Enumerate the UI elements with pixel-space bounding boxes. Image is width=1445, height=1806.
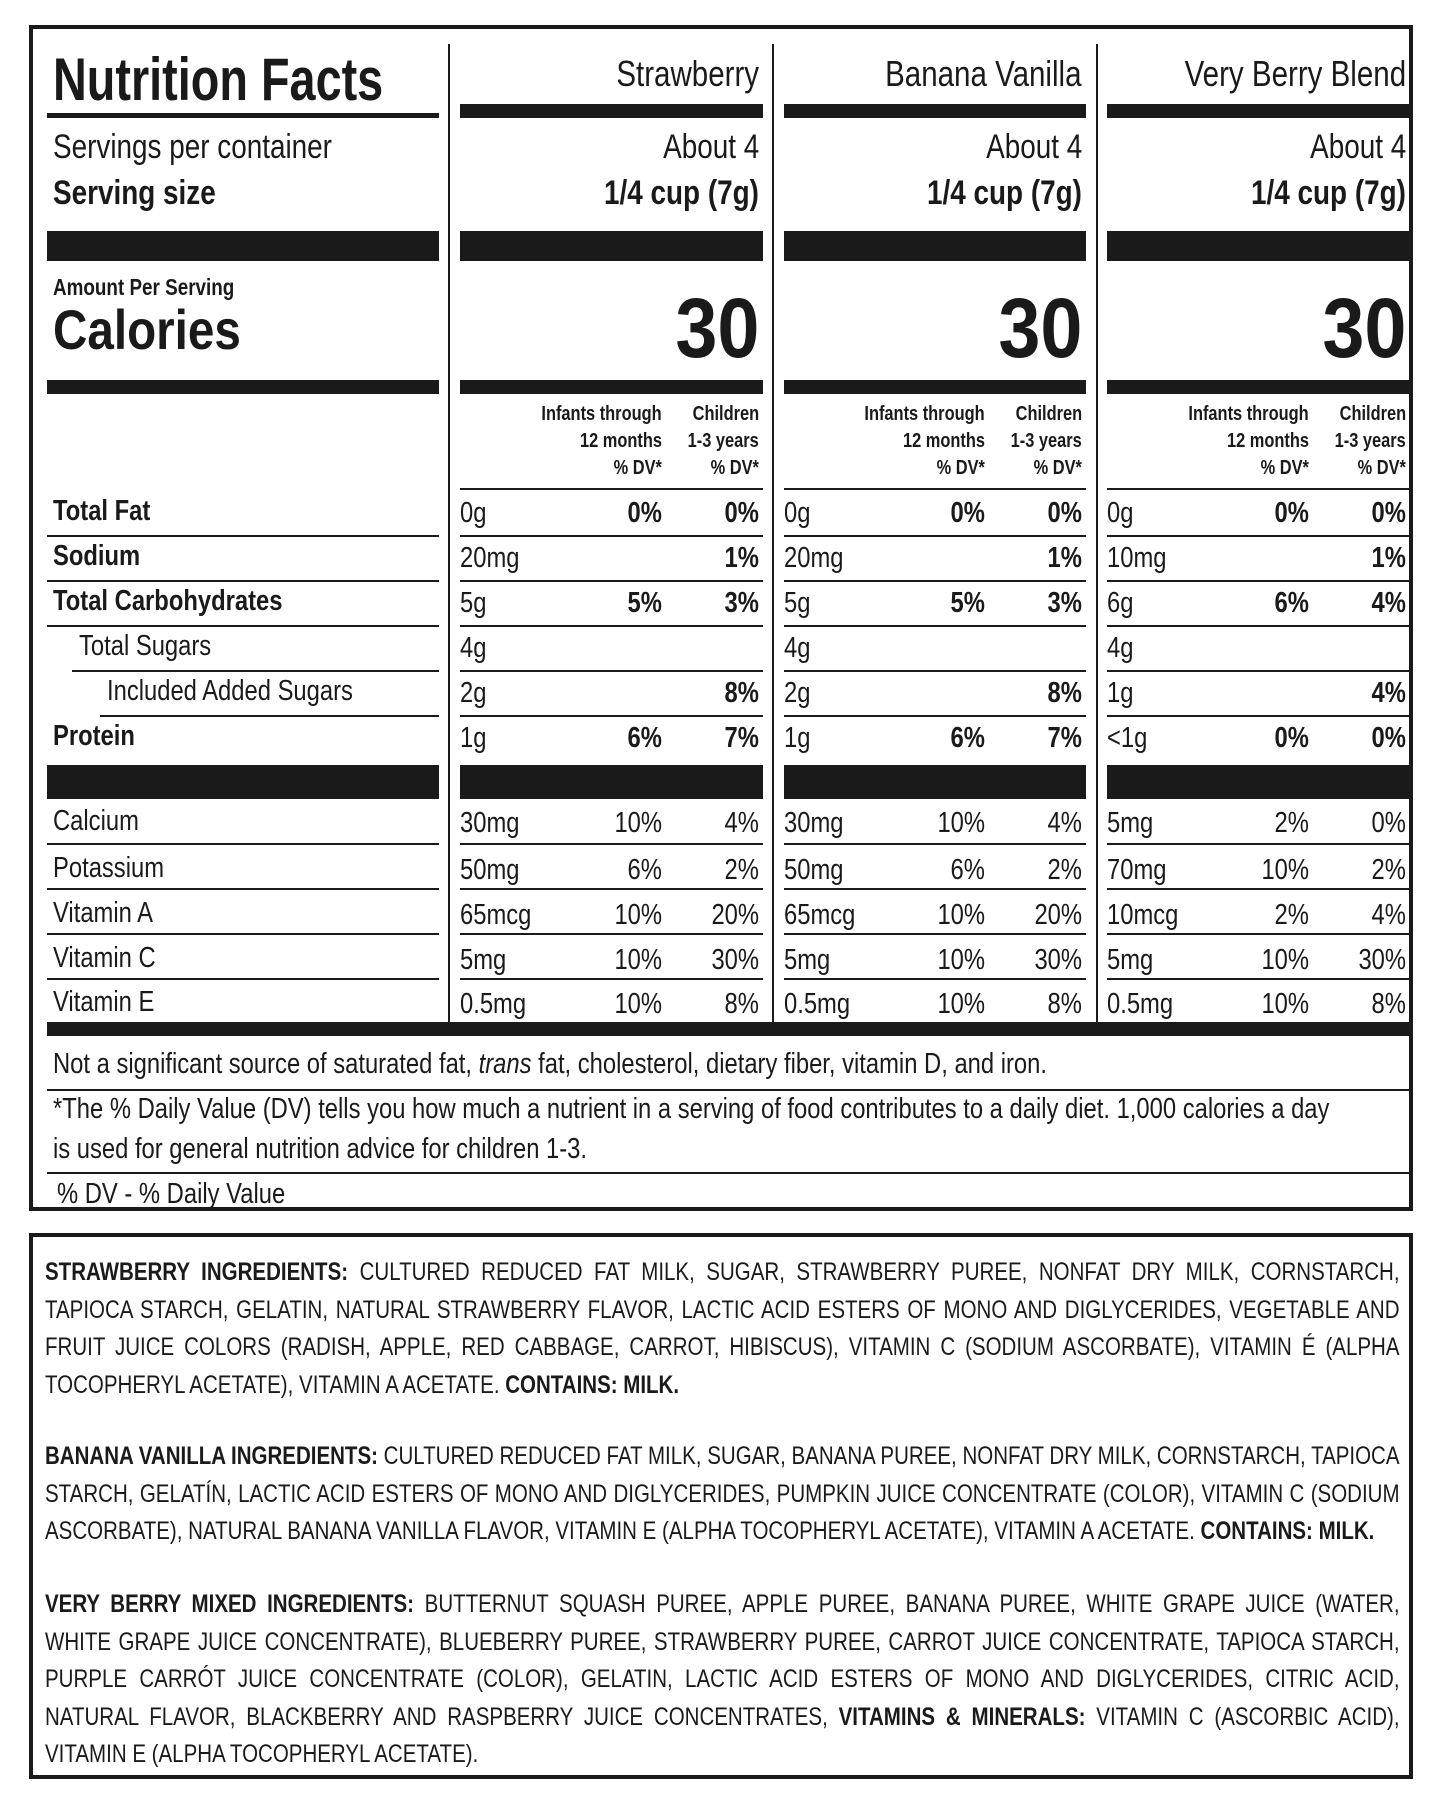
mineral-dv-infant: 2% [1274,899,1309,931]
dv-footnote-line: is used for general nutrition advice for children 1-3. [53,1133,588,1165]
mineral-amount: 30mg [784,807,844,839]
row-divider [784,933,1086,935]
row-divider [784,715,1086,717]
nutrient-amount: 6g [1107,587,1134,619]
mineral-dv-infant: 10% [937,944,985,976]
ingredients-list: VITAMIN C (ASCORBIC ACID), VITAMIN E (ALPHA TOCOPHERYL ACETATE). [45,1702,1400,1768]
calories-bar [47,380,439,394]
dv-header-children: % DV* [710,457,759,479]
mineral-dv-child: 8% [1371,988,1406,1020]
ingredients-list: CULTURED REDUCED FAT MILK, SUGAR, BANANA PUREE, NONFAT DRY MILK, CORNSTARCH, TAPIOCA STARCH, GELATÍN, LACTIC ACID ESTERS OF MONO AND DIGLYCERIDES, PUMPKIN JUICE CONCENTRATE (COLOR), VITAMIN C (SODIUM ASCORBATE), NATURAL BANANA VANILLA FLAVOR, VITAMIN E (ALPHA TOCOPHERYL ACETATE), VITAMIN A ACETATE. [45,1442,1400,1545]
row-divider [47,978,439,980]
nutrient-dv-child: 3% [724,587,759,619]
calories-value: 30 [674,281,759,375]
nutrient-dv-child: 7% [1047,722,1082,754]
column-divider [448,44,450,1032]
mineral-label: Potassium [53,852,165,884]
dv-header-children: Children [692,403,759,425]
ingredients-heading: BANANA VANILLA INGREDIENTS: [45,1442,378,1470]
flavor-name: Strawberry [616,53,759,94]
mineral-dv-child: 30% [1034,944,1082,976]
dv-header-rule [1107,488,1410,490]
mineral-dv-child: 30% [711,944,759,976]
mineral-amount: 50mg [460,854,520,886]
mineral-amount: 30mg [460,807,520,839]
row-divider [47,843,439,845]
nutrient-amount: 4g [1107,632,1134,664]
mineral-dv-child: 4% [1371,899,1406,931]
row-divider [1107,978,1410,980]
mineral-dv-child: 20% [711,899,759,931]
column-divider [1096,44,1098,1032]
mineral-dv-child: 20% [1034,899,1082,931]
mineral-amount: 65mcg [784,899,856,931]
row-divider [460,535,763,537]
serving-size-value: 1/4 cup (7g) [604,174,759,212]
mineral-amount: 70mg [1107,854,1167,886]
row-divider [1107,625,1410,627]
ingredients-heading: VERY BERRY MIXED INGREDIENTS: [45,1590,415,1618]
row-divider [100,715,439,717]
mineral-label: Vitamin C [53,942,156,974]
mineral-dv-infant: 10% [614,988,662,1020]
calories-value: 30 [1321,281,1406,375]
nutrient-amount: 5g [460,587,487,619]
mineral-label: Calcium [53,805,139,837]
nutrient-dv-child: 0% [1047,497,1082,529]
dv-abbreviation: % DV - % Daily Value [57,1178,286,1210]
mineral-dv-child: 2% [1047,854,1082,886]
nutrient-label: Protein [53,720,135,752]
nutrient-dv-child: 8% [1047,677,1082,709]
thick-bar-top [460,231,763,261]
ingredients-text [45,1254,1400,1404]
thick-bar-mid [460,765,763,799]
mineral-dv-child: 2% [724,854,759,886]
mineral-amount: 50mg [784,854,844,886]
row-divider [784,580,1086,582]
mineral-dv-infant: 10% [614,899,662,931]
mineral-dv-infant: 10% [937,807,985,839]
nutrient-dv-infant: 5% [627,587,662,619]
dv-header-infants: % DV* [936,457,985,479]
dv-header-children: % DV* [1357,457,1406,479]
nutrient-amount: 5g [784,587,811,619]
row-divider [784,625,1086,627]
mineral-dv-child: 8% [1047,988,1082,1020]
row-divider [1107,843,1410,845]
serving-size-label: Serving size [53,174,216,212]
nutrient-dv-infant: 0% [950,497,985,529]
nutrient-amount: 1g [460,722,487,754]
thick-bar-top [784,231,1086,261]
nutrient-amount: 20mg [460,542,520,574]
row-divider [784,843,1086,845]
nutrient-dv-child: 1% [1371,542,1406,574]
nutrient-label: Total Sugars [79,630,212,662]
not-significant-text [53,1050,1047,1079]
dv-header-children: Children [1015,403,1082,425]
mineral-dv-infant: 10% [1261,988,1309,1020]
calories-bar [460,380,763,394]
row-divider [784,670,1086,672]
column-divider [772,44,774,1032]
dv-header-rule [460,488,763,490]
dv-header-infants: 12 months [579,430,662,452]
nutrient-dv-infant: 6% [627,722,662,754]
dv-header-infants: Infants through [864,403,985,425]
panel-title: Nutrition Facts [53,46,384,113]
dv-header-infants: Infants through [1188,403,1309,425]
row-divider [1107,535,1410,537]
ingredients-heading: CONTAINS: MILK. [1200,1517,1375,1545]
ingredients-text [45,1438,1400,1551]
flavor-name: Very Berry Blend [1184,53,1406,94]
nutrient-amount: 0g [1107,497,1134,529]
mineral-dv-child: 8% [724,988,759,1020]
column-header-bar [1107,104,1410,118]
mineral-dv-child: 4% [1047,807,1082,839]
mineral-dv-infant: 6% [950,854,985,886]
calories-bar [784,380,1086,394]
mineral-dv-infant: 10% [937,899,985,931]
not-significant-note [53,1050,1265,1079]
row-divider [47,625,439,627]
mineral-amount: 5mg [784,944,831,976]
amount-per-serving-label: Amount Per Serving [53,274,235,300]
note-part: fat, cholesterol, dietary fiber, vitamin D, and iron. [531,1048,1047,1080]
note-part: Not a significant source of saturated fat, [53,1048,479,1080]
mineral-amount: 0.5mg [460,988,527,1020]
title-rule [47,113,439,118]
footnote-rule [47,1172,1410,1174]
nutrient-dv-infant: 0% [1274,722,1309,754]
dv-header-children: % DV* [1033,457,1082,479]
footnote-rule [47,1089,1410,1091]
nutrient-label: Total Fat [53,495,151,527]
nutrient-amount: 4g [784,632,811,664]
nutrient-amount: <1g [1107,722,1148,754]
dv-header-children: 1-3 years [1010,430,1082,452]
mineral-dv-child: 30% [1358,944,1406,976]
row-divider [460,978,763,980]
nutrient-amount: 1g [784,722,811,754]
thick-bar-mid [47,765,439,799]
dv-header-children: 1-3 years [1334,430,1406,452]
mineral-dv-infant: 10% [937,988,985,1020]
nutrient-dv-infant: 0% [627,497,662,529]
row-divider [1107,715,1410,717]
row-divider [460,888,763,890]
strawberry-ingredients [45,1254,1399,1404]
nutrient-amount: 10mg [1107,542,1167,574]
mineral-amount: 65mcg [460,899,532,931]
serving-size-value: 1/4 cup (7g) [927,174,1082,212]
note-italic: trans [478,1048,532,1080]
serving-size-value: 1/4 cup (7g) [1251,174,1406,212]
nutrient-dv-infant: 6% [950,722,985,754]
dv-header-infants: % DV* [1260,457,1309,479]
row-divider [460,933,763,935]
thick-bar-top [1107,231,1410,261]
ingredients-text [45,1586,1400,1774]
nutrient-amount: 0g [460,497,487,529]
row-divider [1107,670,1410,672]
mineral-label: Vitamin A [53,897,154,929]
ingredients-heading: CONTAINS: MILK. [505,1370,680,1399]
nutrient-amount: 0g [784,497,811,529]
row-divider [460,625,763,627]
row-divider [1107,888,1410,890]
mineral-amount: 0.5mg [1107,988,1174,1020]
nutrient-dv-child: 4% [1371,677,1406,709]
ingredients-heading: STRAWBERRY INGREDIENTS: [45,1258,349,1286]
row-divider [1107,933,1410,935]
mineral-amount: 5mg [1107,944,1154,976]
nutrient-dv-child: 8% [724,677,759,709]
nutrient-label: Sodium [53,540,141,572]
mineral-dv-infant: 10% [614,807,662,839]
nutrient-dv-infant: 0% [1274,497,1309,529]
nutrient-dv-child: 0% [1371,722,1406,754]
mineral-dv-child: 2% [1371,854,1406,886]
column-header-bar [460,104,763,118]
nutrient-dv-child: 3% [1047,587,1082,619]
calories-bar [1107,380,1410,394]
ingredients-heading: VITAMINS & MINERALS: [838,1702,1086,1731]
nutrient-label: Total Carbohydrates [53,585,283,617]
mineral-amount: 10mcg [1107,899,1179,931]
nutrient-amount: 20mg [784,542,844,574]
nutrient-dv-child: 1% [1047,542,1082,574]
mineral-dv-infant: 10% [1261,944,1309,976]
dv-header-infants: Infants through [541,403,662,425]
mineral-amount: 0.5mg [784,988,851,1020]
nutrient-label: Included Added Sugars [107,675,353,707]
dv-header-infants: 12 months [1226,430,1309,452]
servings-label: Servings per container [53,128,332,166]
nutrition-facts-panel [29,25,1413,1211]
row-divider [460,715,763,717]
nutrient-dv-infant: 6% [1274,587,1309,619]
nutrient-amount: 1g [1107,677,1134,709]
nutrient-dv-child: 1% [724,542,759,574]
servings-value: About 4 [662,128,759,166]
mineral-dv-child: 4% [724,807,759,839]
dv-header-children: 1-3 years [687,430,759,452]
thick-bar-mid [1107,765,1410,799]
row-divider [47,888,439,890]
mineral-amount: 5mg [1107,807,1154,839]
dv-footnote-line: *The % Daily Value (DV) tells you how much a nutrient in a serving of food contributes to a daily diet. 1,000 calories a day [53,1093,1330,1125]
mineral-dv-infant: 10% [1261,854,1309,886]
row-divider [72,670,439,672]
nutrient-dv-child: 0% [1371,497,1406,529]
mineral-label: Vitamin E [53,986,155,1018]
row-divider [460,843,763,845]
column-header-bar [784,104,1086,118]
thick-bar-mid [784,765,1086,799]
mineral-amount: 5mg [460,944,507,976]
row-divider [47,535,439,537]
ingredients-list: BUTTERNUT SQUASH PUREE, APPLE PUREE, BANANA PUREE, WHITE GRAPE JUICE (WATER, WHITE GRAPE JUICE CONCENTRATE), BLUEBERRY PUREE, STRAWBERRY PUREE, CARROT JUICE CONCENTRATE, TAPIOCA STARCH, PURPLE CARRÓT JUICE CONCENTRATE (COLOR), GELATIN, LACTIC ACID ESTERS OF MONO AND DIGLYCERIDES, CITRIC ACID, NATURAL FLAVOR, BLACKBERRY AND RASPBERRY JUICE CONCENTRATES, [45,1590,1400,1731]
row-divider [47,580,439,582]
row-divider [784,535,1086,537]
nutrient-dv-child: 4% [1371,587,1406,619]
servings-value: About 4 [1309,128,1406,166]
calories-value: 30 [997,281,1082,375]
nutrient-amount: 2g [784,677,811,709]
flavor-name: Banana Vanilla [885,53,1082,94]
nutrient-dv-child: 0% [724,497,759,529]
nutrient-amount: 4g [460,632,487,664]
ingredients-panel [29,1233,1413,1779]
dv-header-infants: % DV* [613,457,662,479]
mineral-dv-infant: 2% [1274,807,1309,839]
dv-header-children: Children [1339,403,1406,425]
dv-header-infants: 12 months [902,430,985,452]
servings-value: About 4 [985,128,1082,166]
nutrient-amount: 2g [460,677,487,709]
banana-vanilla-ingredients [45,1438,1399,1551]
row-divider [47,933,439,935]
nutrient-dv-infant: 5% [950,587,985,619]
calories-label: Calories [53,298,241,361]
row-divider [460,580,763,582]
row-divider [784,888,1086,890]
thick-bar-top [47,231,439,261]
row-divider [784,978,1086,980]
very-berry-ingredients [45,1586,1399,1774]
mineral-dv-infant: 10% [614,944,662,976]
bottom-thick-bar [47,1022,1410,1036]
row-divider [460,670,763,672]
dv-header-rule [784,488,1086,490]
mineral-dv-infant: 6% [627,854,662,886]
row-divider [1107,580,1410,582]
nutrient-dv-child: 7% [724,722,759,754]
ingredients-list: CULTURED REDUCED FAT MILK, SUGAR, STRAWBERRY PUREE, NONFAT DRY MILK, CORNSTARCH, TAPIOCA STARCH, GELATIN, NATURAL STRAWBERRY FLAVOR, LACTIC ACID ESTERS OF MONO AND DIGLYCERIDES, VEGETABLE AND FRUIT JUICE COLORS (RADISH, APPLE, RED CABBAGE, CARROT, HIBISCUS), VITAMIN C (SODIUM ASCORBATE), VITAMIN É (ALPHA TOCOPHERYL ACETATE), VITAMIN A ACETATE. [45,1258,1400,1399]
mineral-dv-child: 0% [1371,807,1406,839]
